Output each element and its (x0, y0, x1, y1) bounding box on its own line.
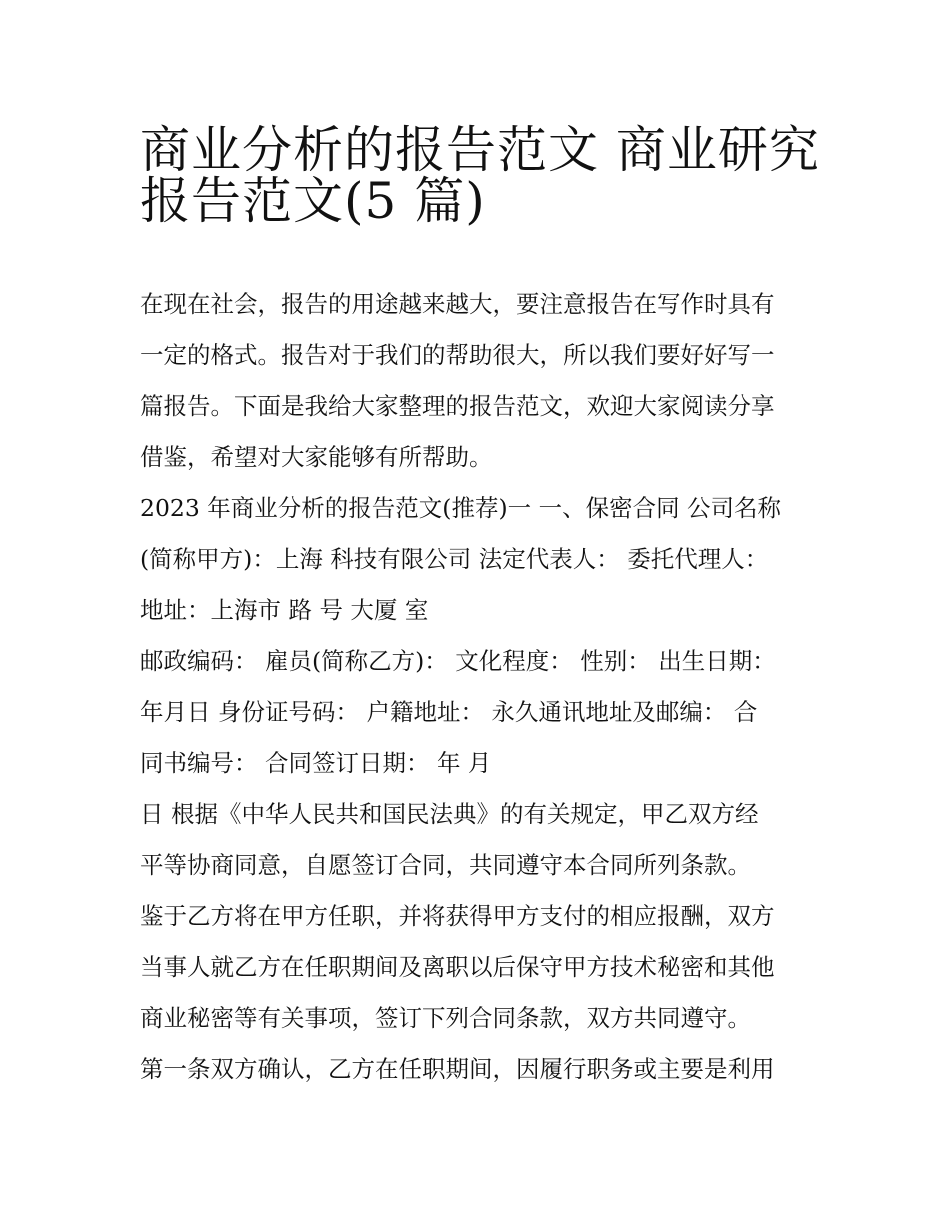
document-title (140, 112, 830, 230)
body-line: 地址：上海市 路 号 大厦 室 (140, 596, 429, 624)
body-line: 日 根据《中华人民共和国民法典》的有关规定，甲乙双方经 (140, 800, 759, 828)
body-line: 在现在社会，报告的用途越来越大，要注意报告在写作时具有 (140, 290, 775, 318)
body-line: 借鉴，希望对大家能够有所帮助。 (140, 443, 493, 471)
body-line: (简称甲方)：上海 科技有限公司 法定代表人： 委托代理人： (140, 545, 769, 573)
title-line: 商业分析的报告范文 商业研究 (140, 121, 820, 179)
body-line: 一定的格式。报告对于我们的帮助很大，所以我们要好好写一 (140, 341, 775, 369)
body-line: 同书编号： 合同签订日期： 年 月 (140, 749, 492, 777)
title-line: 报告范文(5 篇) (140, 172, 486, 230)
body-line: 篇报告。下面是我给大家整理的报告范文，欢迎大家阅读分享 (140, 392, 775, 420)
body-line: 商业秘密等有关事项，签订下列合同条款，双方共同遵守。 (140, 1004, 751, 1032)
body-line: 邮政编码： 雇员(简称乙方)： 文化程度： 性别： 出生日期： (140, 647, 776, 675)
body-line: 2023 年商业分析的报告范文(推荐)一 一、保密合同 公司名称 (140, 494, 782, 522)
document-body (140, 279, 830, 1095)
body-line: 鉴于乙方将在甲方任职，并将获得甲方支付的相应报酬，双方 (140, 902, 775, 930)
body-line: 第一条双方确认，乙方在任职期间，因履行职务或主要是利用 (140, 1055, 775, 1083)
body-line: 年月日 身份证号码： 户籍地址： 永久通讯地址及邮编： 合 (140, 698, 758, 726)
body-line: 当事人就乙方在任职期间及离职以后保守甲方技术秘密和其他 (140, 953, 775, 981)
body-line: 平等协商同意，自愿签订合同，共同遵守本合同所列条款。 (140, 851, 751, 879)
